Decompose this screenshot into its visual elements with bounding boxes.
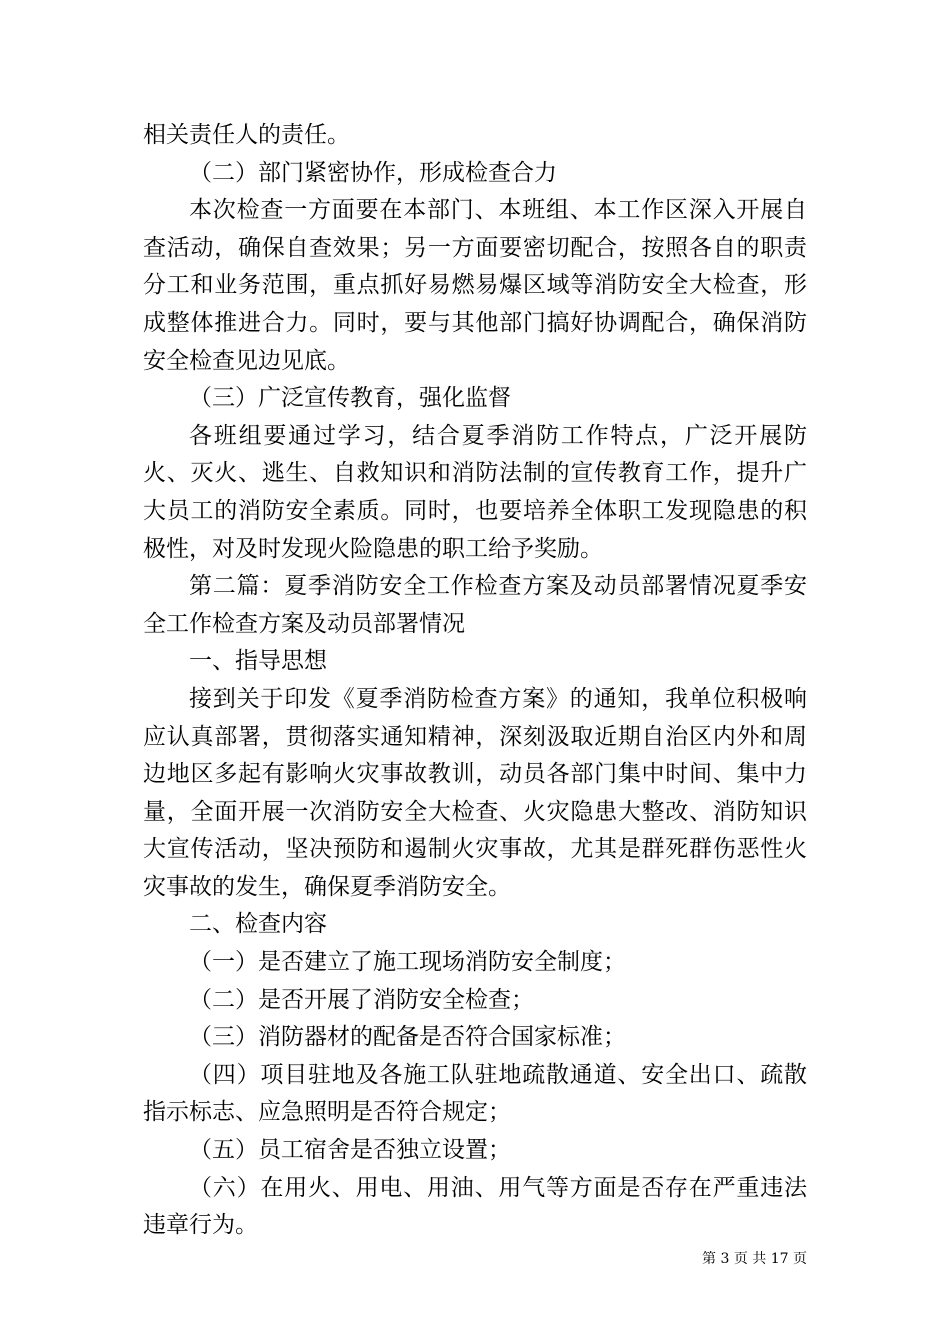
- paragraph-education: 各班组要通过学习，结合夏季消防工作特点，广泛开展防火、灭火、逃生、自救知识和消防法制的宣传教育工作，提升广大员工的消防安全素质。同时，也要培养全体职工发现隐患的积极性，对及时发现火险隐患的职工给予奖励。: [143, 422, 807, 562]
- section-title-part-two: 第二篇：夏季消防安全工作检查方案及动员部署情况夏季安全工作检查方案及动员部署情况: [143, 573, 807, 637]
- document-body: [143, 117, 807, 1245]
- list-item-6: （六）在用火、用电、用油、用气等方面是否存在严重违法违章行为。: [143, 1174, 807, 1239]
- list-item-1: （一）是否建立了施工现场消防安全制度；: [189, 949, 626, 976]
- paragraph-continuation: 相关责任人的责任。: [143, 122, 350, 148]
- list-item-3: （三）消防器材的配备是否符合国家标准；: [189, 1024, 626, 1051]
- page-number-footer: 第 3 页 共 17 页: [702, 1251, 807, 1267]
- list-item-5: （五）员工宿舍是否独立设置；: [189, 1137, 511, 1164]
- list-item-2: （二）是否开展了消防安全检查；: [189, 986, 534, 1013]
- subheading-cooperation: （二）部门紧密协作，形成检查合力: [189, 159, 557, 186]
- heading-guiding-ideology: 一、指导思想: [189, 648, 327, 675]
- heading-inspection-content: 二、检查内容: [189, 911, 327, 938]
- paragraph-self-inspection: 本次检查一方面要在本部门、本班组、本工作区深入开展自查活动，确保自查效果；另一方面要密切配合，按照各自的职责分工和业务范围，重点抓好易燃易爆区域等消防安全大检查，形成整体推进合力。同时，要与其他部门搞好协调配合，确保消防安全检查见边见底。: [143, 197, 807, 374]
- paragraph-guiding-ideology: 接到关于印发《夏季消防检查方案》的通知，我单位积极响应认真部署，贯彻落实通知精神，深刻汲取近期自治区内外和周边地区多起有影响火灾事故教训，动员各部门集中时间、集中力量，全面开展一次消防安全大检查、火灾隐患大整改、消防知识大宣传活动，坚决预防和遏制火灾事故，尤其是群死群伤恶性火灾事故的发生，确保夏季消防安全。: [143, 685, 807, 900]
- subheading-publicity: （三）广泛宣传教育，强化监督: [189, 385, 511, 412]
- list-item-4: （四）项目驻地及各施工队驻地疏散通道、安全出口、疏散指示标志、应急照明是否符合规定；: [143, 1061, 807, 1126]
